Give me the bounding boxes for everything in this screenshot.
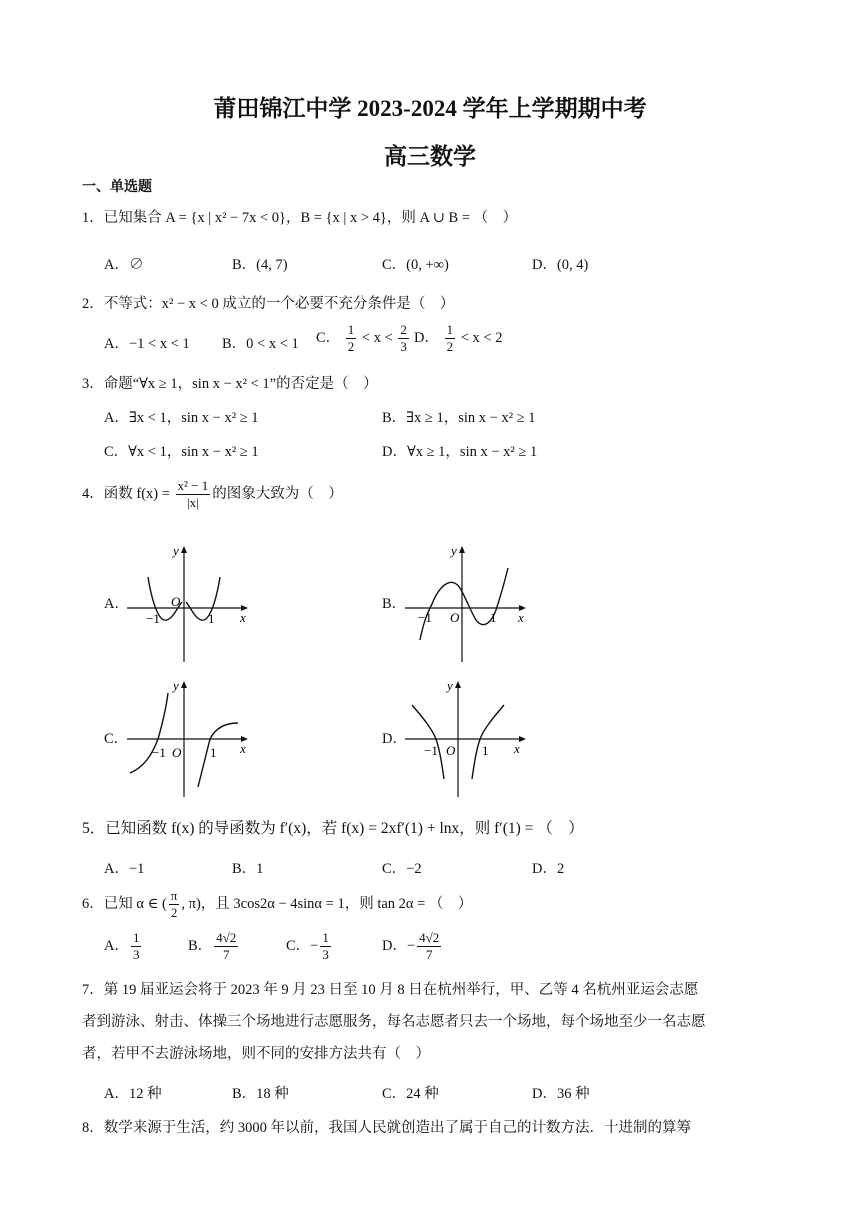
q1-option-b: B．(4, 7): [232, 257, 288, 273]
q4-option-c: C．: [104, 731, 129, 747]
fraction: [398, 322, 409, 355]
tick-label: 1: [490, 610, 497, 625]
fraction: [214, 930, 238, 963]
graph-b: [400, 540, 535, 665]
q3-option-b: B．∃x ≥ 1，sin x − x² ≥ 1: [382, 410, 536, 426]
q5-option-a: A．−1: [104, 861, 145, 877]
numerator: 1: [446, 322, 454, 337]
question-2-stem: 2．不等式：x² − x < 0 成立的一个必要不充分条件是（ ）: [82, 296, 455, 312]
denominator: 7: [425, 947, 433, 962]
q6-stem-prefix: 6．已知 α ∈ (: [82, 895, 167, 912]
q4-option-a: A．: [104, 596, 129, 612]
q6-option-b-label: B．: [188, 937, 213, 954]
numerator: 2: [400, 322, 407, 337]
q7-line-3: 者，若甲不去游泳场地，则不同的安排方法共有（ ）: [82, 1046, 430, 1062]
q2-option-d-mid: < x < 2: [457, 329, 503, 346]
q6-option-d-label: D．−: [382, 937, 416, 954]
q4-stem-suffix: 的图象大致为（ ）: [212, 485, 343, 502]
question-8-stem: 8．数学来源于生活，约 3000 年以前，我国人民就创造出了属于自己的计数方法．十进制的算筹: [82, 1120, 691, 1136]
q2-option-b: B．0 < x < 1: [222, 336, 299, 352]
tick-label: −1: [146, 611, 160, 626]
denominator: 3: [400, 339, 407, 354]
q6-stem-suffix: , π)，且 3cos2α − 4sinα = 1，则 tan 2α = （ ）: [181, 895, 473, 912]
tick-label: 1: [208, 611, 215, 626]
q6-option-d: [382, 930, 443, 963]
question-6-stem: [82, 888, 472, 921]
x-axis-label: x: [514, 741, 520, 756]
q1-option-a: A．∅: [104, 257, 144, 273]
question-7-stem: [82, 974, 722, 1070]
q2-option-c: [316, 322, 411, 355]
q7-option-d: D．36 种: [532, 1086, 590, 1102]
q6-option-c: [286, 930, 333, 963]
q6-option-a-label: A．: [104, 937, 129, 954]
origin-label: O: [450, 610, 460, 625]
numerator: 1: [322, 930, 329, 945]
tick-label: 1: [210, 745, 217, 760]
exam-subtitle: 高三数学: [384, 144, 476, 169]
tick-label: 1: [482, 743, 489, 758]
q2-option-d: [414, 322, 502, 355]
fraction: [320, 930, 331, 963]
denominator: 3: [322, 947, 329, 962]
denominator: 2: [446, 339, 454, 354]
denominator: 3: [132, 947, 140, 962]
x-axis-label: x: [518, 610, 524, 625]
y-axis-label: y: [451, 543, 457, 558]
fraction: [445, 322, 456, 355]
q2-option-c-label: C．: [316, 329, 341, 346]
q7-option-a: A．12 种: [104, 1086, 162, 1102]
graph-c: [122, 675, 257, 800]
denominator: |x|: [187, 495, 199, 510]
question-5-stem: 5．已知函数 f(x) 的导函数为 f′(x)，若 f(x) = 2xf′(1) + lnx，则 f′(1) = （ ）: [82, 820, 584, 837]
q5-option-c: C．−2: [382, 861, 422, 877]
y-axis-label: y: [447, 678, 453, 693]
q3-option-a: A．∃x < 1，sin x − x² ≥ 1: [104, 410, 259, 426]
exam-title: 莆田锦江中学 2023-2024 学年上学期期中考: [213, 96, 647, 121]
graph-d: [400, 675, 535, 800]
q4-stem-prefix: 4．函数 f(x) =: [82, 485, 174, 502]
q1-option-c: C．(0, +∞): [382, 257, 449, 273]
q3-option-d: D．∀x ≥ 1，sin x − x² ≥ 1: [382, 444, 538, 460]
y-axis-label: y: [173, 678, 179, 693]
origin-label: O: [171, 594, 181, 609]
tick-label: −1: [424, 743, 438, 758]
fraction: [169, 888, 180, 921]
fraction: [131, 930, 142, 963]
question-1-stem: 1．已知集合 A = {x | x² − 7x < 0}，B = {x | x > 4}，则 A ∪ B = （ ）: [82, 210, 518, 226]
q1-option-d: D．(0, 4): [532, 257, 589, 273]
denominator: 2: [347, 339, 355, 354]
numerator: 1: [132, 930, 140, 945]
origin-label: O: [172, 745, 182, 760]
q2-option-a: A．−1 < x < 1: [104, 336, 190, 352]
section-heading: 一、单选题: [82, 180, 152, 195]
x-axis-label: x: [240, 610, 246, 625]
numerator: x² − 1: [177, 478, 209, 493]
q7-line-1: 7．第 19 届亚运会将于 2023 年 9 月 23 日至 10 月 8 日在杭州举行，甲、乙等 4 名杭州亚运会志愿: [82, 982, 699, 998]
q6-option-b: [188, 930, 240, 963]
q3-option-c: C．∀x < 1，sin x − x² ≥ 1: [104, 444, 259, 460]
numerator: 4√2: [419, 930, 440, 945]
fraction: [346, 322, 357, 355]
numerator: 1: [347, 322, 355, 337]
q6-option-a: [104, 930, 143, 963]
q2-option-d-label: D．: [414, 329, 439, 346]
origin-label: O: [446, 743, 456, 758]
q4-option-d: D．: [382, 731, 407, 747]
tick-label: −1: [418, 610, 432, 625]
q5-option-d: D．2: [532, 861, 565, 877]
x-axis-label: x: [240, 741, 246, 756]
q7-option-c: C．24 种: [382, 1086, 439, 1102]
tick-label: −1: [152, 745, 166, 760]
denominator: 2: [170, 905, 178, 920]
graph-a: [122, 540, 257, 665]
q7-option-b: B．18 种: [232, 1086, 289, 1102]
question-4-stem: [82, 478, 343, 511]
question-3-stem: 3．命题“∀x ≥ 1，sin x − x² < 1”的否定是（ ）: [82, 376, 378, 392]
q7-line-2: 者到游泳、射击、体操三个场地进行志愿服务，每名志愿者只去一个场地，每个场地至少一名志愿: [82, 1014, 706, 1030]
numerator: 4√2: [216, 930, 237, 945]
fraction: [176, 478, 211, 511]
fraction: [417, 930, 441, 963]
y-axis-label: y: [173, 543, 179, 558]
q4-option-b: B．: [382, 596, 407, 612]
q2-option-c-mid: < x <: [358, 329, 397, 346]
numerator: π: [170, 888, 178, 903]
denominator: 7: [222, 947, 230, 962]
q5-option-b: B．1: [232, 861, 264, 877]
q6-option-c-label: C．−: [286, 937, 319, 954]
